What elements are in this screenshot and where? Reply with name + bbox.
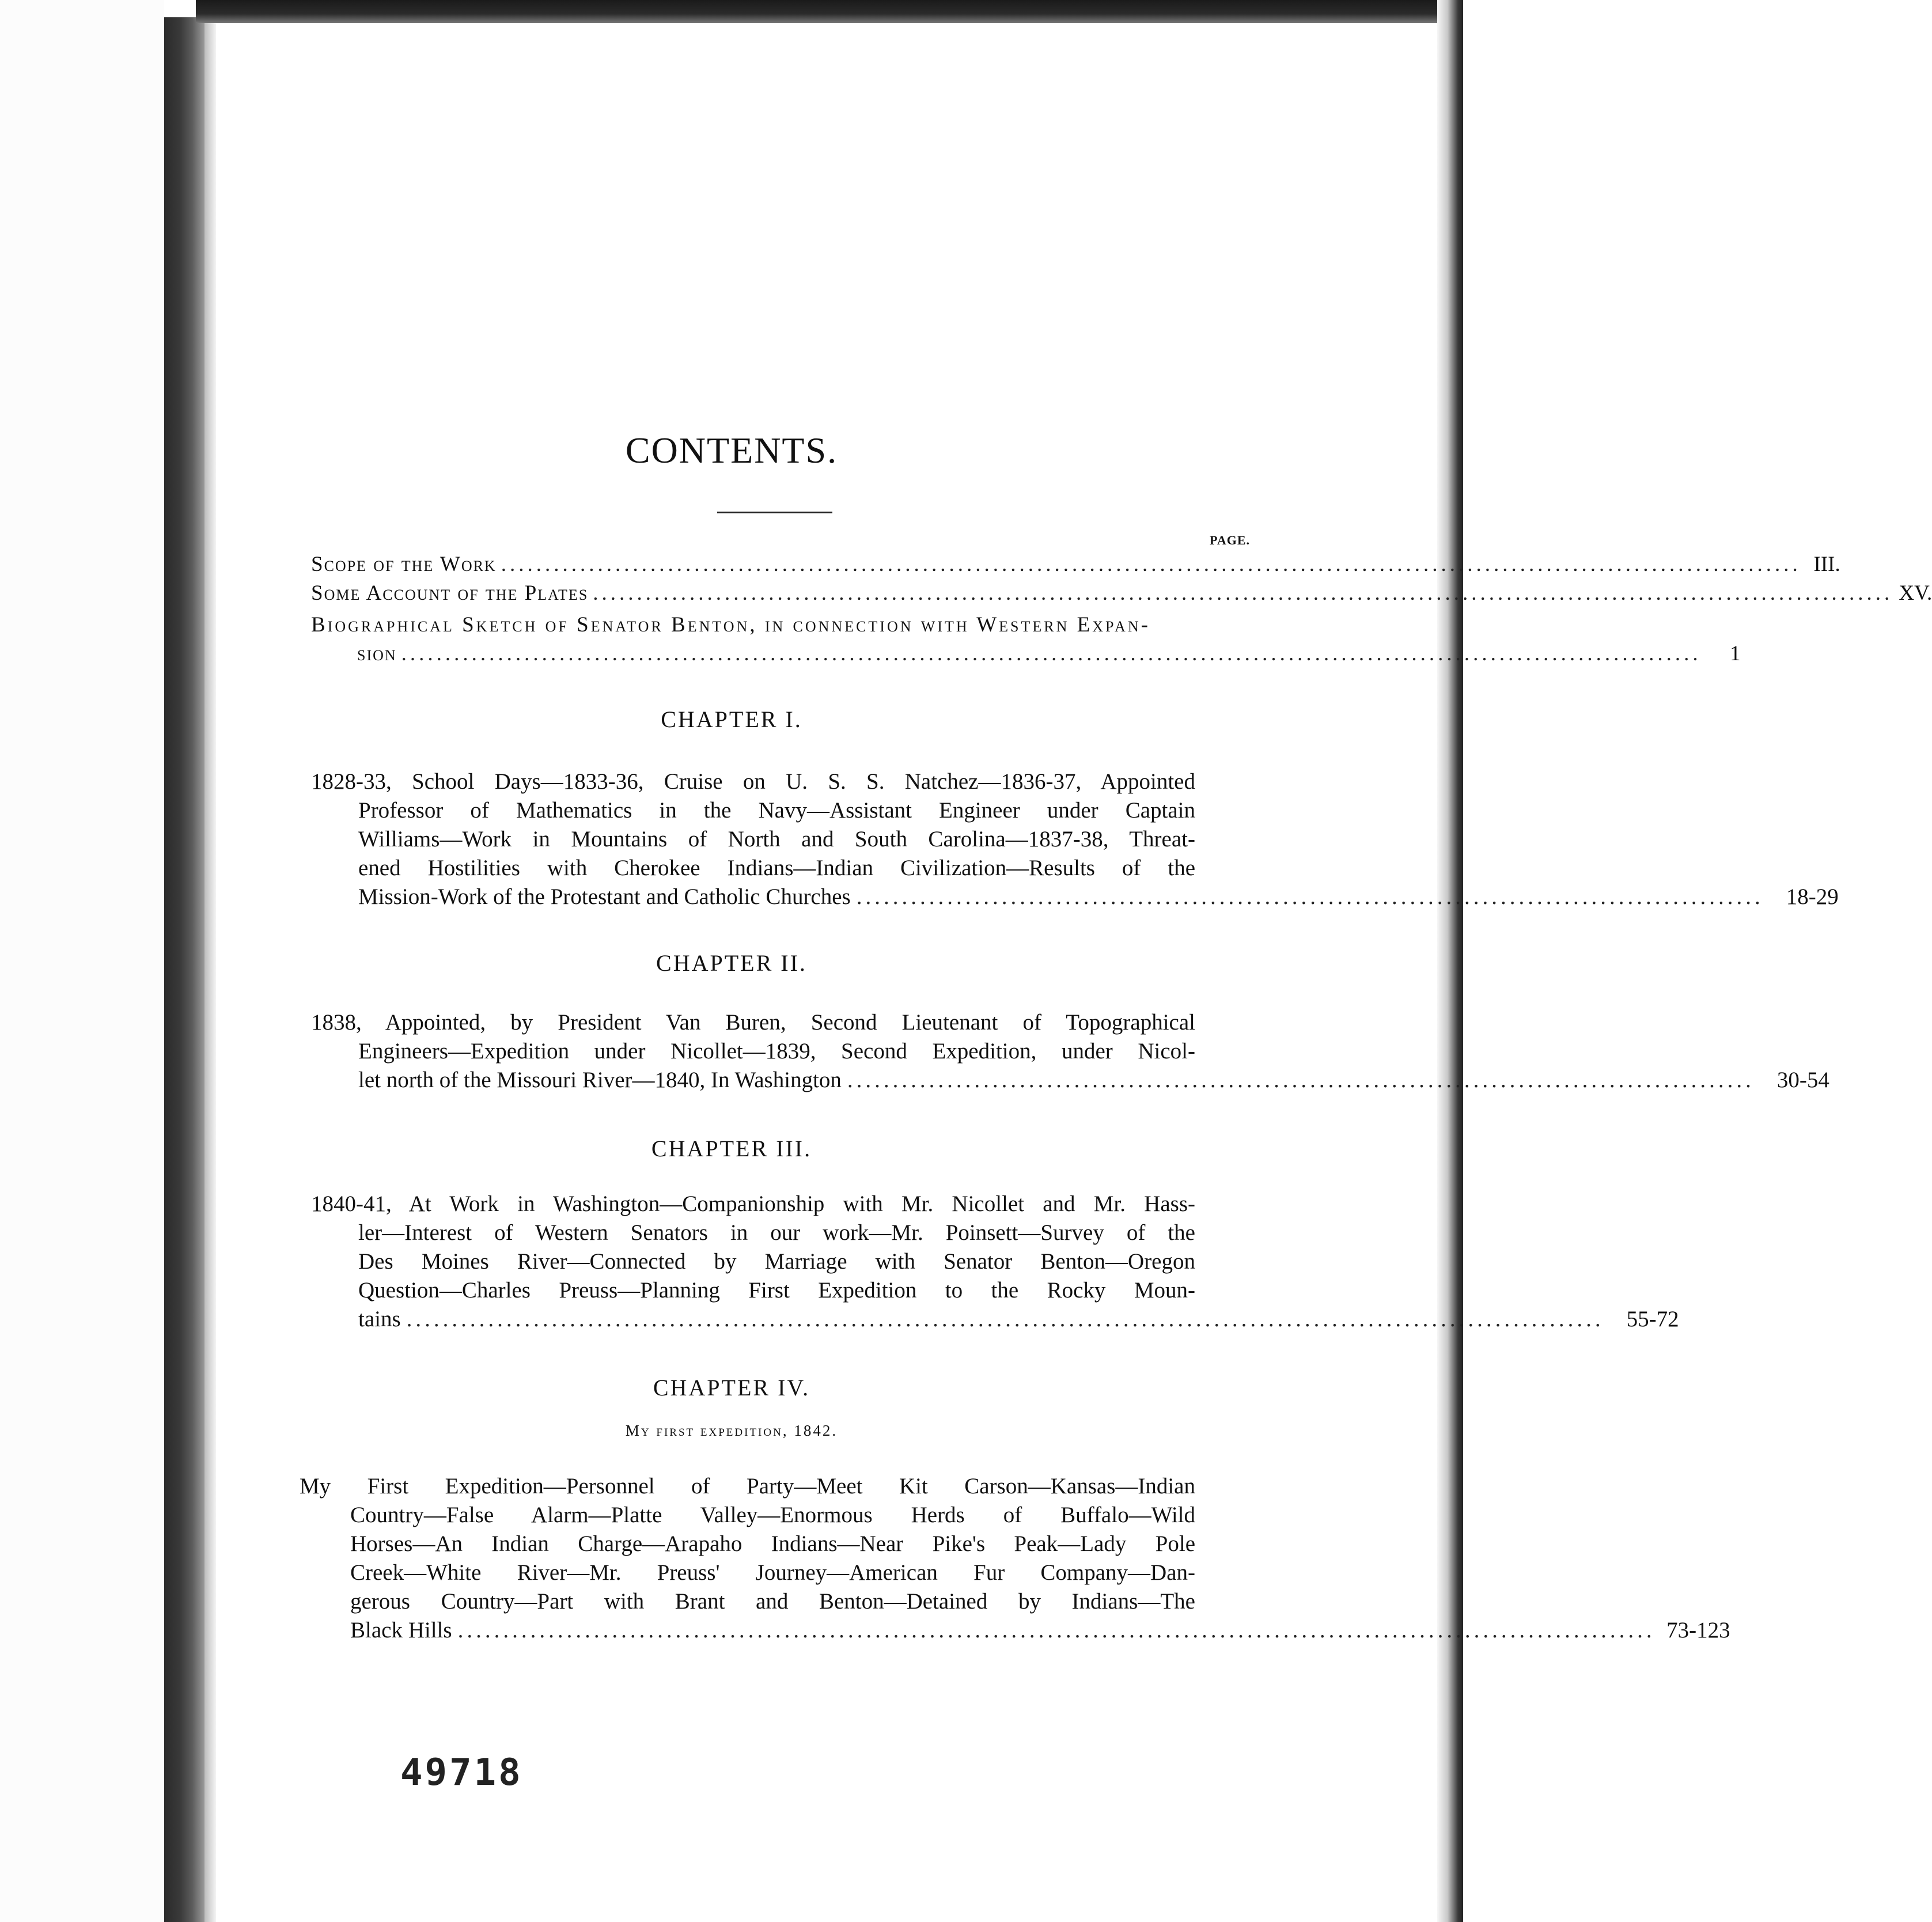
summary-line: Engineers—Expedition under Nicollet—1839, Second Expedition, under Nicol- [358,1039,1195,1064]
summary-line: My First Expedition—Personnel of Party—Meet Kit Carson—Kansas—Indian [300,1474,1195,1499]
title-rule [717,512,832,513]
summary-line: Mission-Work of the Protestant and Catholic Churches [358,884,851,909]
toc-entry-page: III. [1813,553,1840,576]
summary-last-line [300,1616,1730,1645]
summary-line: ened Hostilities with Cherokee Indians—Indian Civilization—Results of the [358,856,1195,880]
summary-line: Professor of Mathematics in the Navy—Assistant Engineer under Captain [358,798,1195,823]
summary-line: Question—Charles Preuss—Planning First Expedition to the Rocky Moun- [358,1278,1195,1303]
summary-line: 1840-41, At Work in Washington—Companionship with Mr. Nicollet and Mr. Hass- [311,1191,1195,1216]
summary-line: Williams—Work in Mountains of North and South Carolina—1837-38, Threat- [358,827,1195,852]
chapter-heading: CHAPTER II. [656,950,807,976]
toc-entry-page: XV. [1899,581,1932,605]
leader-dots: .................................................................................................................................................... [501,553,1801,576]
summary-line: 1838, Appointed, by President Van Buren, Second Lieutenant of Topographical [311,1010,1195,1035]
library-accession-stamp: 49718 [400,1751,523,1794]
toc-entry-label: Biographical Sketch of Senator Benton, in connection with Western Expan- [311,613,1150,637]
leader-dots: .................................................................................................... [856,884,1764,909]
chapter-heading: CHAPTER III. [651,1136,812,1161]
chapter-subheading: My first expedition, 1842. [625,1422,838,1439]
toc-entry-scope [311,550,1840,579]
leader-dots: .................................................................................................................................... [406,1307,1604,1331]
page-range: 18-29 [1786,884,1839,909]
summary-line: tains [358,1307,401,1331]
chapter-summary [300,1472,1730,1645]
page-range: 73-123 [1666,1618,1730,1643]
page-column-header: PAGE. [1210,533,1250,547]
chapter-summary [311,767,1839,911]
page-range: 30-54 [1776,1068,1829,1092]
summary-line: Black Hills [350,1618,452,1643]
summary-last-line [311,1066,1829,1095]
page-title: CONTENTS. [625,430,838,471]
summary-line: let north of the Missouri River—1840, In Washington [358,1068,842,1092]
toc-entry-label: Some Account of the Plates [311,581,589,605]
summary-last-line [311,1305,1679,1334]
leader-dots: .................................................................................................................................................... [401,642,1702,665]
chapter-heading: CHAPTER I. [661,706,802,732]
summary-last-line [311,883,1839,911]
leader-dots: .................................................................................................................................... [457,1618,1656,1643]
summary-line: gerous Country—Part with Brant and Benton—Detained by Indians—The [350,1589,1195,1614]
chapter-summary [311,1190,1679,1334]
toc-entry-label: Scope of the Work [311,553,497,576]
summary-line: Des Moines River—Connected by Marriage with Senator Benton—Oregon [358,1249,1195,1274]
summary-line: ler—Interest of Western Senators in our work—Mr. Poinsett—Survey of the [358,1220,1195,1245]
leader-dots: .................................................................................................................................................... [593,581,1893,605]
toc-entry-biography [311,611,1741,668]
chapter-summary [311,1008,1829,1095]
toc-entry-page: 1 [1730,642,1741,665]
scan-top-edge [196,0,1463,23]
summary-line: 1828-33, School Days—1833-36, Cruise on U. S. S. Natchez—1836-37, Appointed [311,769,1195,794]
leader-dots: .................................................................................................... [847,1068,1755,1092]
page-range: 55-72 [1626,1307,1679,1331]
toc-entry-plates [311,579,1932,608]
summary-line: Horses—An Indian Charge—Arapaho Indians—Near Pike's Peak—Lady Pole [350,1531,1195,1556]
summary-line: Country—False Alarm—Platte Valley—Enormous Herds of Buffalo—Wild [350,1503,1195,1527]
toc-entry-label-cont: sion [357,642,397,665]
chapter-heading: CHAPTER IV. [653,1375,810,1401]
summary-line: Creek—White River—Mr. Preuss' Journey—American Fur Company—Dan- [350,1560,1195,1585]
